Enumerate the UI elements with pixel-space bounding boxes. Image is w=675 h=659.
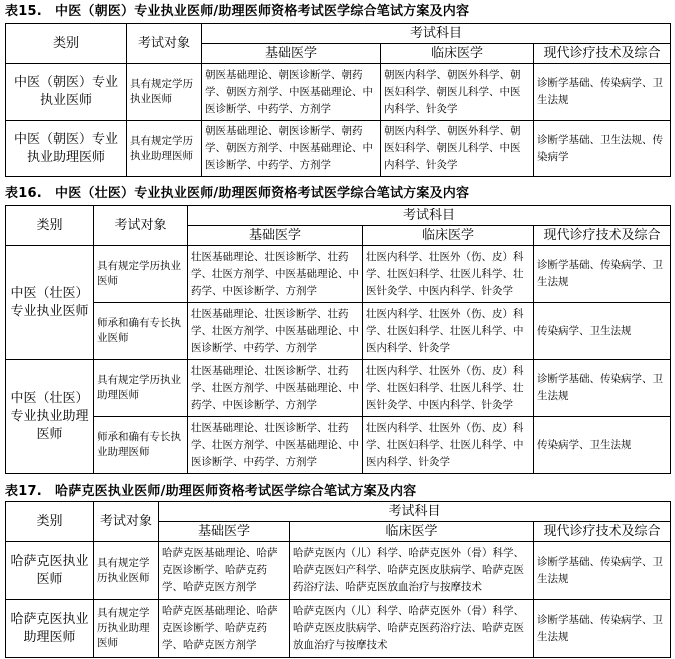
modern-cell: 诊断学基础、卫生法规、传染病学 <box>534 121 671 177</box>
header-modern: 现代诊疗技术及综合 <box>534 522 671 542</box>
basic-cell: 哈萨克医基础理论、哈萨克医诊断学、哈萨克药学、哈萨克医方剂学 <box>159 600 290 658</box>
header-modern: 现代诊疗技术及综合 <box>534 226 671 246</box>
header-basic: 基础医学 <box>188 226 363 246</box>
category-cell: 中医（壮医）专业执业医师 <box>6 246 94 360</box>
target-cell: 具有规定学历执业助理医师 <box>94 600 159 658</box>
header-target: 考试对象 <box>94 502 159 542</box>
modern-cell: 诊断学基础、传染病学、卫生法规 <box>534 246 671 303</box>
target-cell: 具有规定学历执业助理医师 <box>127 121 202 177</box>
clinical-cell: 壮医内科学、壮医外（伤、皮）科学、壮医妇科学、壮医儿科学、中医内科学、针灸学 <box>363 417 534 474</box>
basic-cell: 壮医基础理论、壮医诊断学、壮药学、壮医方剂学、中医基础理论、中药学、中医诊断学、方剂学 <box>188 360 363 417</box>
target-cell: 师承和确有专长执业助理医师 <box>94 417 188 474</box>
header-subjects: 考试科目 <box>202 24 671 44</box>
header-basic: 基础医学 <box>159 522 290 542</box>
header-target: 考试对象 <box>127 24 202 64</box>
basic-cell: 哈萨克医基础理论、哈萨克医诊断学、哈萨克药学、哈萨克医方剂学 <box>159 542 290 600</box>
table-row <box>6 600 671 658</box>
clinical-cell: 壮医内科学、壮医外（伤、皮）科学、壮医妇科学、壮医儿科学、中医内科学、针灸学 <box>363 303 534 360</box>
category-cell: 哈萨克医执业医师 <box>6 542 94 600</box>
modern-cell: 传染病学、卫生法规 <box>534 417 671 474</box>
modern-cell: 诊断学基础、传染病学、卫生法规 <box>534 600 671 658</box>
clinical-cell: 哈萨克医内（儿）科学、哈萨克医外（骨）科学、哈萨克医皮肤病学、哈萨克医药浴疗法、哈萨克医放血治疗与按摩技术 <box>290 600 534 658</box>
table-17 <box>5 501 671 658</box>
category-cell: 哈萨克医执业助理医师 <box>6 600 94 658</box>
header-basic: 基础医学 <box>202 44 381 64</box>
table-row <box>6 360 671 417</box>
table-row <box>6 303 671 360</box>
header-category: 类别 <box>6 206 94 246</box>
target-cell: 具有规定学历执业医师 <box>127 64 202 121</box>
table-16-title: 表16. 中医（壮医）专业执业医师/助理医师资格考试医学综合笔试方案及内容 <box>5 186 470 201</box>
header-clinical: 临床医学 <box>381 44 534 64</box>
table-17-title: 表17. 哈萨克医执业医师/助理医师资格考试医学综合笔试方案及内容 <box>5 484 417 499</box>
header-clinical: 临床医学 <box>363 226 534 246</box>
category-cell: 中医（壮医）专业执业助理医师 <box>6 360 94 474</box>
modern-cell: 诊断学基础、传染病学、卫生法规 <box>534 64 671 121</box>
clinical-cell: 壮医内科学、壮医外（伤、皮）科学、壮医妇科学、壮医儿科学、壮医针灸学、中医内科学、针灸学 <box>363 360 534 417</box>
basic-cell: 壮医基础理论、壮医诊断学、壮药学、壮医方剂学、中医基础理论、中医诊断学、中药学、方剂学 <box>188 303 363 360</box>
table-row <box>6 542 671 600</box>
target-cell: 具有规定学历执业医师 <box>94 542 159 600</box>
table-16 <box>5 205 671 474</box>
category-cell: 中医（朝医）专业执业医师 <box>6 64 127 121</box>
clinical-cell: 壮医内科学、壮医外（伤、皮）科学、壮医妇科学、壮医儿科学、壮医针灸学、中医内科学、针灸学 <box>363 246 534 303</box>
clinical-cell: 哈萨克医内（儿）科学、哈萨克医外（骨）科学、哈萨克医妇产科学、哈萨克医皮肤病学、哈萨克医药浴疗法、哈萨克医放血治疗与按摩技术 <box>290 542 534 600</box>
modern-cell: 传染病学、卫生法规 <box>534 303 671 360</box>
header-target: 考试对象 <box>94 206 188 246</box>
basic-cell: 壮医基础理论、壮医诊断学、壮药学、壮医方剂学、中医基础理论、中医诊断学、中药学、方剂学 <box>188 417 363 474</box>
table-row <box>6 64 671 121</box>
table-row <box>6 246 671 303</box>
modern-cell: 诊断学基础、传染病学、卫生法规 <box>534 542 671 600</box>
target-cell: 师承和确有专长执业医师 <box>94 303 188 360</box>
table-row <box>6 121 671 177</box>
table-15-title: 表15. 中医（朝医）专业执业医师/助理医师资格考试医学综合笔试方案及内容 <box>5 4 470 19</box>
header-subjects: 考试科目 <box>159 502 671 522</box>
table-row <box>6 417 671 474</box>
header-subjects: 考试科目 <box>188 206 671 226</box>
header-clinical: 临床医学 <box>290 522 534 542</box>
category-cell: 中医（朝医）专业执业助理医师 <box>6 121 127 177</box>
basic-cell: 朝医基础理论、朝医诊断学、朝药学、朝医方剂学、中医基础理论、中医诊断学、中药学、方剂学 <box>202 121 381 177</box>
header-category: 类别 <box>6 502 94 542</box>
basic-cell: 壮医基础理论、壮医诊断学、壮药学、壮医方剂学、中医基础理论、中药学、中医诊断学、方剂学 <box>188 246 363 303</box>
table-15 <box>5 23 671 177</box>
target-cell: 具有规定学历执业助理医师 <box>94 360 188 417</box>
target-cell: 具有规定学历执业医师 <box>94 246 188 303</box>
header-category: 类别 <box>6 24 127 64</box>
clinical-cell: 朝医内科学、朝医外科学、朝医妇科学、朝医儿科学、中医内科学、针灸学 <box>381 64 534 121</box>
header-modern: 现代诊疗技术及综合 <box>534 44 671 64</box>
modern-cell: 诊断学基础、传染病学、卫生法规 <box>534 360 671 417</box>
clinical-cell: 朝医内科学、朝医外科学、朝医妇科学、朝医儿科学、中医内科学、针灸学 <box>381 121 534 177</box>
basic-cell: 朝医基础理论、朝医诊断学、朝药学、朝医方剂学、中医基础理论、中医诊断学、中药学、方剂学 <box>202 64 381 121</box>
